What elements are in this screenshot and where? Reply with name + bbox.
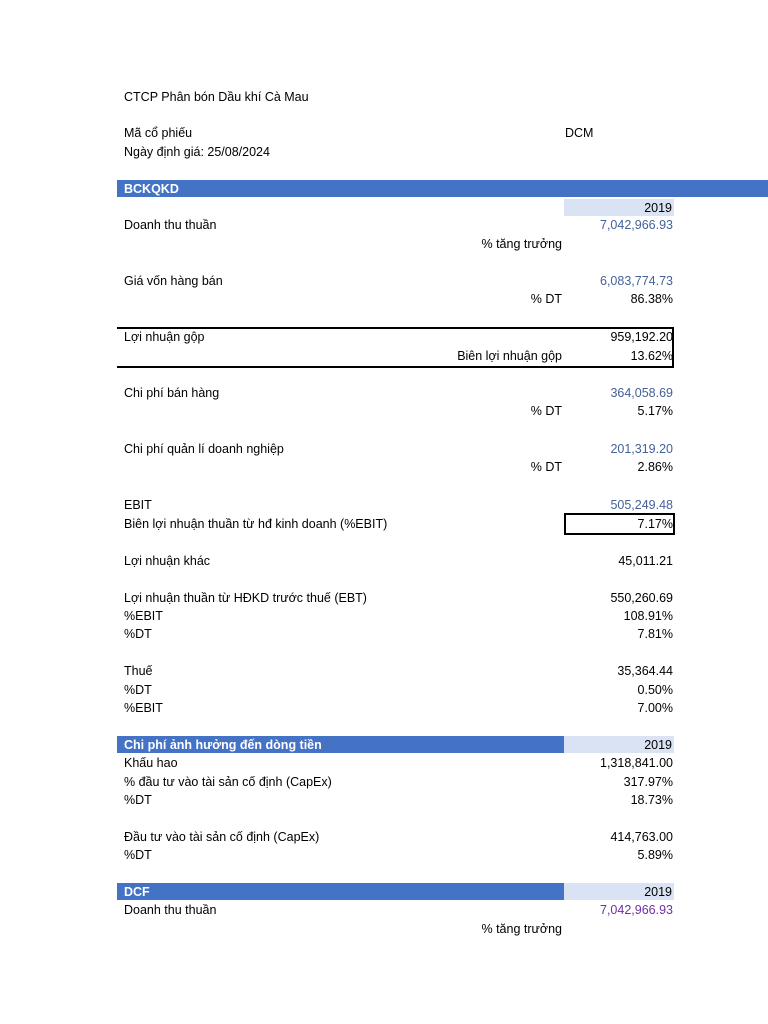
depreciation-row	[0, 754, 768, 772]
row-label: % DT	[530, 404, 562, 418]
tax-pct-ebit-row	[0, 699, 768, 717]
row-label: Biên lợi nhuận thuần từ hđ kinh doanh (%EBIT)	[124, 517, 388, 531]
row-label: %EBIT	[124, 701, 163, 715]
dcf-revenue-row	[0, 901, 768, 919]
ebit-value[interactable]: 505,249.48	[610, 498, 673, 512]
section-header-dcf	[117, 883, 564, 900]
row-label: Doanh thu thuần	[124, 218, 217, 232]
row-label: % DT	[530, 292, 562, 306]
row-label: Lợi nhuận thuần từ HĐKD trước thuế (EBT)	[124, 591, 367, 605]
cogs-row	[0, 272, 768, 290]
row-label: Khấu hao	[124, 756, 178, 770]
valuation-date: Ngày định giá: 25/08/2024	[124, 145, 270, 159]
capex-dt-value[interactable]: 5.89%	[637, 848, 673, 862]
selling-pct-value[interactable]: 5.17%	[637, 404, 673, 418]
gross-profit-value[interactable]: 959,192.20	[610, 330, 673, 344]
admin-row	[0, 440, 768, 458]
dep-dt-row	[0, 791, 768, 809]
section-title: Chi phí ảnh hưởng đến dòng tiền	[124, 738, 322, 752]
ebt-pct-dt-row	[0, 625, 768, 643]
tax-pct-dt-row	[0, 681, 768, 699]
growth-row	[0, 235, 768, 253]
other-profit-value[interactable]: 45,011.21	[618, 554, 673, 568]
company-row	[0, 88, 768, 106]
ebt-value[interactable]: 550,260.69	[610, 591, 673, 605]
gross-margin-value[interactable]: 13.62%	[630, 349, 673, 363]
selling-row	[0, 384, 768, 402]
row-label: %DT	[124, 793, 152, 807]
row-label: %DT	[124, 683, 152, 697]
row-label: %EBIT	[124, 609, 163, 623]
row-label: Chi phí quản lí doanh nghiệp	[124, 442, 284, 456]
ebit-row	[0, 496, 768, 514]
gross-profit-row	[0, 328, 768, 346]
year-header	[564, 199, 674, 216]
row-label: % đầu tư vào tài sản cố định (CapEx)	[124, 775, 332, 789]
selling-value[interactable]: 364,058.69	[610, 386, 673, 400]
row-label: % DT	[530, 460, 562, 474]
row-label: %DT	[124, 627, 152, 641]
tax-value[interactable]: 35,364.44	[617, 664, 673, 678]
ebt-row	[0, 589, 768, 607]
section-header-cashflow	[117, 736, 564, 753]
ticker-label: Mã cổ phiếu	[124, 126, 193, 140]
admin-pct-row	[0, 458, 768, 476]
ebt-pct-ebit-value[interactable]: 108.91%	[623, 609, 673, 623]
dcf-growth-row	[0, 920, 768, 938]
year-header	[564, 883, 674, 900]
tax-pct-dt-value[interactable]: 0.50%	[637, 683, 673, 697]
revenue-row	[0, 216, 768, 234]
row-label: Đầu tư vào tài sản cố định (CapEx)	[124, 830, 320, 844]
section-title: BCKQKD	[124, 182, 179, 196]
row-label: Thuế	[124, 664, 153, 678]
dcf-revenue-value[interactable]: 7,042,966.93	[600, 903, 673, 917]
valuation-date-row	[0, 143, 768, 161]
section-header-bckqkd	[117, 180, 768, 197]
year-cell[interactable]: 2019	[644, 885, 672, 899]
ebit-margin-value[interactable]: 7.17%	[637, 517, 673, 531]
ebt-pct-ebit-row	[0, 607, 768, 625]
row-label: %DT	[124, 848, 152, 862]
cogs-pct-value[interactable]: 86.38%	[630, 292, 673, 306]
admin-pct-value[interactable]: 2.86%	[637, 460, 673, 474]
section-title: DCF	[124, 885, 150, 899]
cogs-value[interactable]: 6,083,774.73	[600, 274, 673, 288]
year-cell[interactable]: 2019	[644, 201, 672, 215]
dep-capex-row	[0, 773, 768, 791]
capex-value[interactable]: 414,763.00	[610, 830, 673, 844]
ebit-margin-row	[0, 515, 768, 533]
row-label: % tăng trưởng	[481, 922, 562, 936]
row-label: Lợi nhuận khác	[124, 554, 211, 568]
ticker-row	[0, 124, 768, 142]
tax-pct-ebit-value[interactable]: 7.00%	[637, 701, 673, 715]
year-header	[564, 736, 674, 753]
ticker-value[interactable]: DCM	[565, 126, 594, 140]
dep-dt-value[interactable]: 18.73%	[630, 793, 673, 807]
selling-pct-row	[0, 402, 768, 420]
ebt-pct-dt-value[interactable]: 7.81%	[637, 627, 673, 641]
row-label: Lợi nhuận gộp	[124, 330, 205, 344]
company-name: CTCP Phân bón Dầu khí Cà Mau	[124, 90, 309, 104]
tax-row	[0, 662, 768, 680]
revenue-value[interactable]: 7,042,966.93	[600, 218, 673, 232]
other-profit-row	[0, 552, 768, 570]
admin-value[interactable]: 201,319.20	[610, 442, 673, 456]
row-label: EBIT	[124, 498, 152, 512]
capex-dt-row	[0, 846, 768, 864]
dep-capex-value[interactable]: 317.97%	[623, 775, 673, 789]
row-label: Chi phí bán hàng	[124, 386, 220, 400]
depreciation-value[interactable]: 1,318,841.00	[600, 756, 673, 770]
cogs-pct-row	[0, 290, 768, 308]
year-cell[interactable]: 2019	[644, 738, 672, 752]
row-label: % tăng trưởng	[481, 237, 562, 251]
row-label: Biên lợi nhuận gộp	[457, 349, 562, 363]
row-label: Doanh thu thuần	[124, 903, 217, 917]
row-label: Giá vốn hàng bán	[124, 274, 223, 288]
capex-row	[0, 828, 768, 846]
gross-margin-row	[0, 347, 768, 365]
